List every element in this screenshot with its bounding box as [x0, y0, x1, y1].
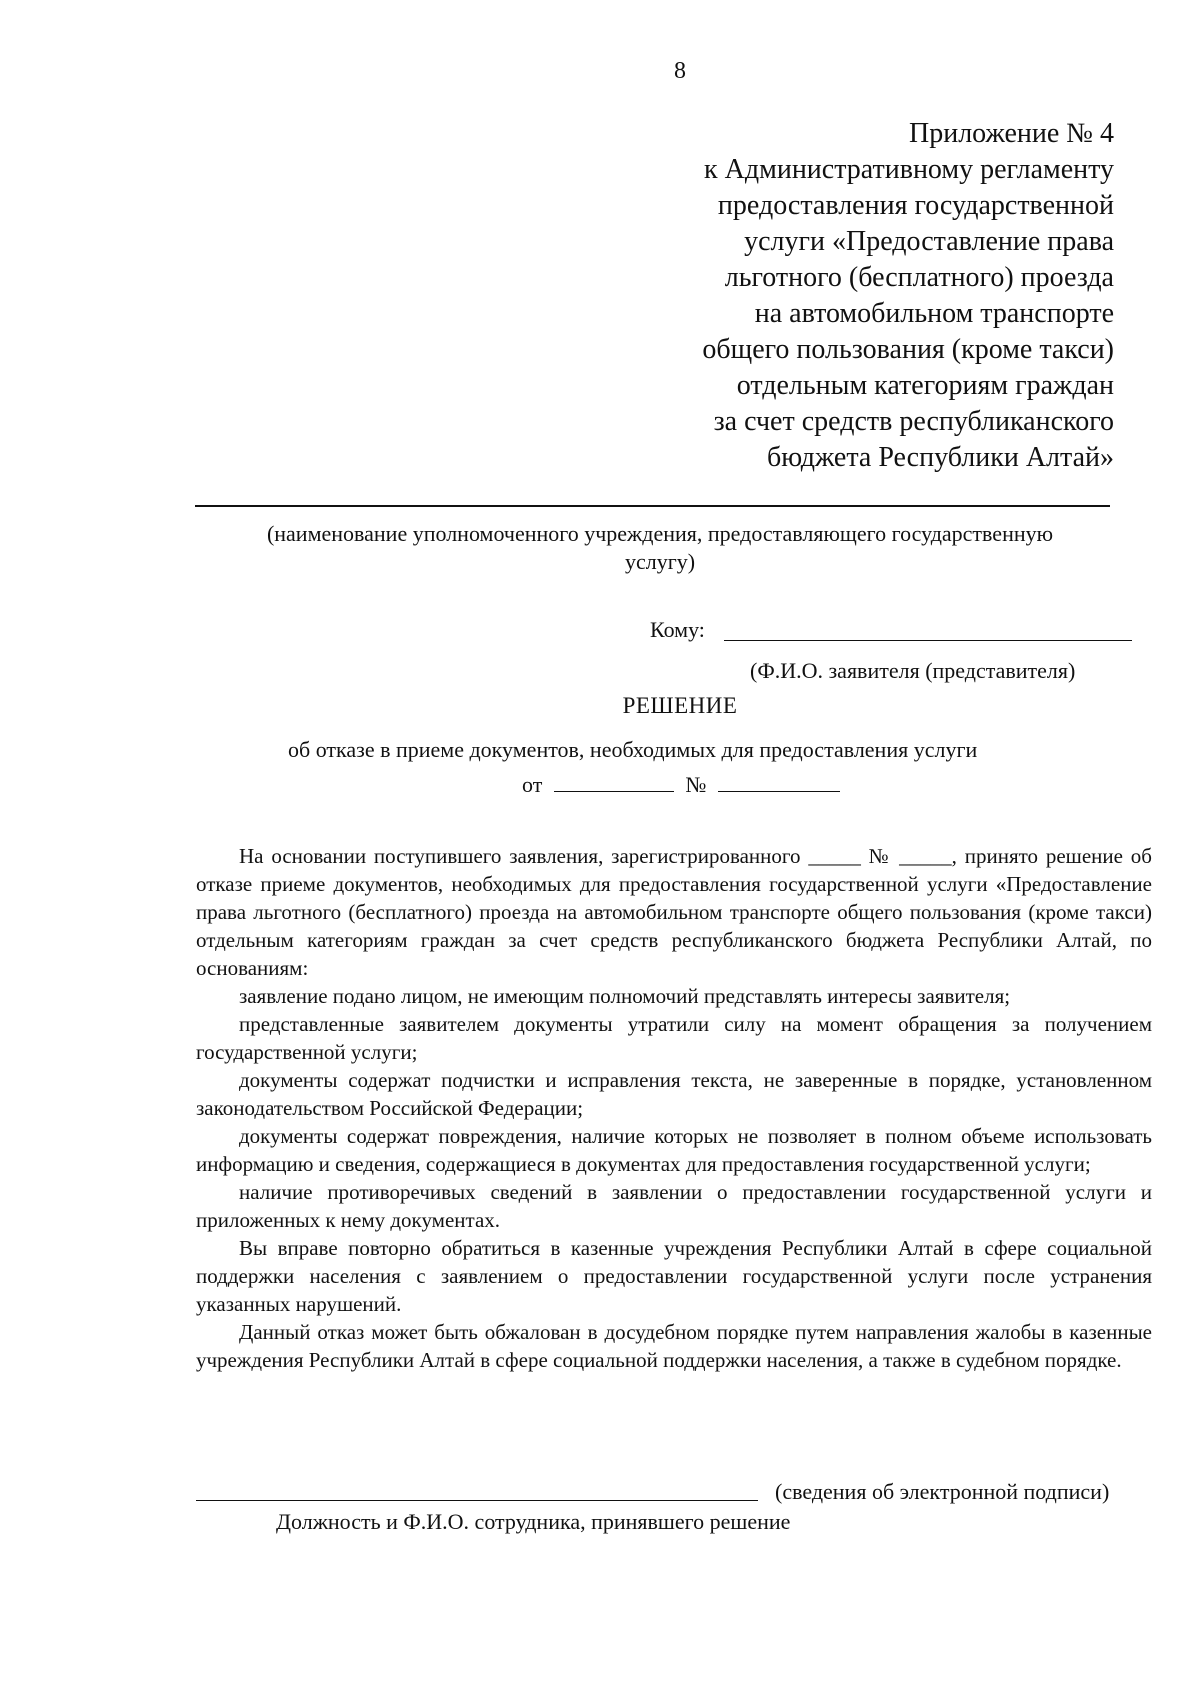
signature-line[interactable]	[196, 1500, 758, 1501]
document-title: РЕШЕНИЕ	[622, 693, 738, 718]
appendix-line: общего пользования (кроме такси)	[702, 334, 1114, 365]
institution-caption-line: услугу)	[624, 549, 696, 574]
number-field[interactable]	[718, 773, 840, 792]
body-paragraph: Вы вправе повторно обратиться в казенные учреждения Республики Алтай в сфере социальной поддержки населения с заявлением о предоставлении государственной услуги после устранения указанных нарушений.	[196, 1236, 1152, 1316]
appendix-line: на автомобильном транспорте	[754, 298, 1114, 329]
date-field[interactable]	[554, 773, 674, 792]
appendix-header	[554, 116, 1114, 476]
appendix-line: бюджета Республики Алтай»	[766, 442, 1114, 473]
from-label: от	[522, 772, 543, 797]
body-paragraph: Данный отказ может быть обжалован в досудебном порядке путем направления жалобы в казенные учреждения Республики Алтай в сфере социальной поддержки населения, а также в судебном порядке.	[196, 1320, 1152, 1372]
appendix-line: Приложение № 4	[909, 118, 1114, 149]
appendix-line: к Административному регламенту	[704, 154, 1114, 185]
appendix-line: предоставления государственной	[717, 190, 1114, 221]
recipient-field[interactable]	[724, 640, 1132, 641]
signature-note: (сведения об электронной подписи)	[775, 1479, 1110, 1504]
document-subtitle: об отказе в приеме документов, необходимых для предоставления услуги	[288, 737, 978, 762]
page-number: 8	[674, 58, 686, 84]
recipient-label: Кому:	[650, 617, 705, 642]
recipient-row	[650, 616, 705, 644]
number-label: №	[685, 772, 707, 797]
document-body	[196, 842, 1152, 1374]
recipient-caption: (Ф.И.О. заявителя (представителя)	[750, 658, 1076, 683]
body-paragraph: представленные заявителем документы утратили силу на момент обращения за получением государственной услуги;	[196, 1012, 1152, 1064]
body-paragraph: На основании поступившего заявления, зарегистрированного _____ № _____, принято решение об отказе приеме документов, необходимых для предоставления государственной услуги «Предоставление права льготного (бесплатного) проезда на автомобильном транспорте общего пользования (кроме такси) отдельным категориям граждан за счет средств республиканского бюджета Республики Алтай, по основаниям:	[196, 844, 1152, 980]
body-paragraph: наличие противоречивых сведений в заявлении о предоставлении государственной услуги и приложенных к нему документах.	[196, 1180, 1152, 1232]
appendix-line: услуги «Предоставление права	[744, 226, 1114, 257]
appendix-line: льготного (бесплатного) проезда	[724, 262, 1114, 293]
institution-name-line	[195, 505, 1110, 507]
institution-caption-line: (наименование уполномоченного учреждения, предоставляющего государственную	[266, 521, 1054, 546]
body-paragraph: документы содержат подчистки и исправления текста, не заверенные в порядке, установленном законодательством Российской Федерации;	[196, 1068, 1152, 1120]
signature-caption: Должность и Ф.И.О. сотрудника, принявшего решение	[276, 1509, 791, 1534]
date-number-row	[522, 771, 840, 799]
institution-caption	[200, 520, 1120, 576]
body-paragraph: заявление подано лицом, не имеющим полномочий представлять интересы заявителя;	[239, 984, 1011, 1008]
appendix-line: отдельным категориям граждан	[736, 370, 1114, 401]
body-paragraph: документы содержат повреждения, наличие которых не позволяет в полном объеме использовать информацию и сведения, содержащиеся в документах для предоставления государственной услуги;	[196, 1124, 1152, 1176]
appendix-line: за счет средств республиканского	[713, 406, 1114, 437]
